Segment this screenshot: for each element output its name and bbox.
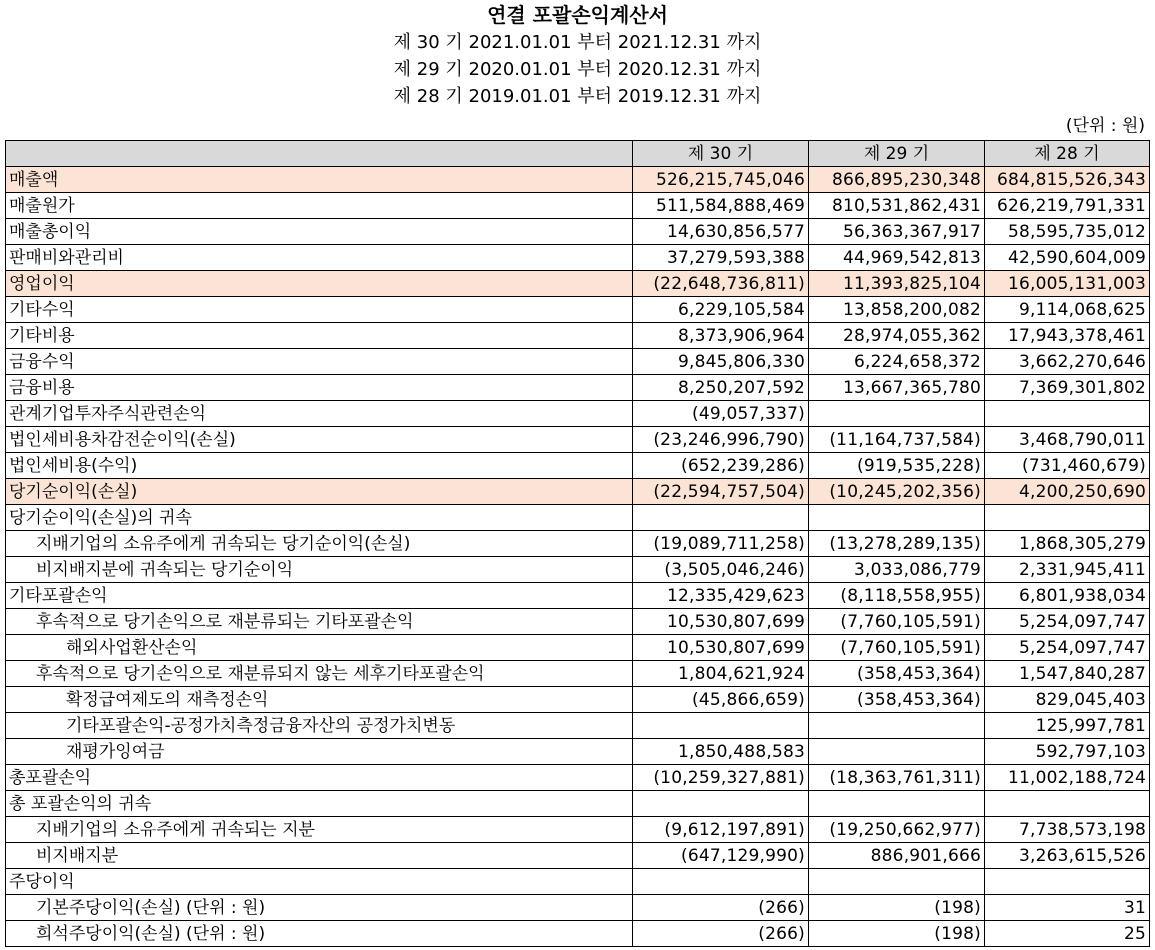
table-row (6, 765, 1150, 791)
row-label: 매출액 (6, 167, 633, 193)
cell-period-29 (809, 505, 985, 531)
row-label: 총 포괄손익의 귀속 (6, 791, 633, 817)
cell-period-28: 592,797,103 (985, 739, 1150, 765)
cell-period-29: (358,453,364) (809, 687, 985, 713)
cell-period-30: (652,239,286) (633, 453, 809, 479)
cell-period-28 (985, 869, 1150, 895)
table-row (6, 739, 1150, 765)
table-row (6, 193, 1150, 219)
cell-period-28: (731,460,679) (985, 453, 1150, 479)
table-row (6, 661, 1150, 687)
cell-period-29 (809, 869, 985, 895)
table-row (6, 531, 1150, 557)
row-label: 기타포괄손익-공정가치측정금융자산의 공정가치변동 (6, 713, 633, 739)
cell-period-30: (266) (633, 895, 809, 921)
header-period-30: 제 30 기 (633, 141, 809, 167)
cell-period-30: (45,866,659) (633, 687, 809, 713)
header-label-column (6, 141, 633, 167)
cell-period-30: 8,250,207,592 (633, 375, 809, 401)
table-row (6, 609, 1150, 635)
cell-period-29 (809, 739, 985, 765)
income-statement-table (5, 140, 1150, 947)
cell-period-29: (919,535,228) (809, 453, 985, 479)
row-label: 기타수익 (6, 297, 633, 323)
statement-title: 연결 포괄손익계산서 (487, 3, 668, 27)
row-label: 총포괄손익 (6, 765, 633, 791)
row-label: 재평가잉여금 (6, 739, 633, 765)
row-label: 매출총이익 (6, 219, 633, 245)
cell-period-29: 56,363,367,917 (809, 219, 985, 245)
table-row (6, 297, 1150, 323)
cell-period-28: 16,005,131,003 (985, 271, 1150, 297)
cell-period-30: 37,279,593,388 (633, 245, 809, 271)
cell-period-30 (633, 713, 809, 739)
cell-period-28: 6,801,938,034 (985, 583, 1150, 609)
cell-period-28: 17,943,378,461 (985, 323, 1150, 349)
period-line-29: 제 29 기 2020.01.01 부터 2020.12.31 까지 (393, 59, 762, 80)
cell-period-28: 684,815,526,343 (985, 167, 1150, 193)
table-row (6, 713, 1150, 739)
table-row (6, 817, 1150, 843)
cell-period-30: 14,630,856,577 (633, 219, 809, 245)
cell-period-28 (985, 791, 1150, 817)
cell-period-28: 4,200,250,690 (985, 479, 1150, 505)
cell-period-30: 6,229,105,584 (633, 297, 809, 323)
cell-period-28: 626,219,791,331 (985, 193, 1150, 219)
cell-period-29: (358,453,364) (809, 661, 985, 687)
cell-period-28: 3,263,615,526 (985, 843, 1150, 869)
row-label: 판매비와관리비 (6, 245, 633, 271)
row-label: 희석주당이익(손실) (단위 : 원) (6, 921, 633, 947)
row-label: 후속적으로 당기손익으로 재분류되지 않는 세후기타포괄손익 (6, 661, 633, 687)
cell-period-28: 7,369,301,802 (985, 375, 1150, 401)
cell-period-29: 44,969,542,813 (809, 245, 985, 271)
table-body (6, 167, 1150, 947)
cell-period-28: 11,002,188,724 (985, 765, 1150, 791)
table-row (6, 401, 1150, 427)
cell-period-29: 810,531,862,431 (809, 193, 985, 219)
row-label: 금융비용 (6, 375, 633, 401)
row-label: 지배기업의 소유주에게 귀속되는 지분 (6, 817, 633, 843)
cell-period-28 (985, 505, 1150, 531)
period-line-30: 제 30 기 2021.01.01 부터 2021.12.31 까지 (393, 32, 762, 53)
cell-period-28: 2,331,945,411 (985, 557, 1150, 583)
row-label: 기타포괄손익 (6, 583, 633, 609)
cell-period-28: 125,997,781 (985, 713, 1150, 739)
cell-period-29: 6,224,658,372 (809, 349, 985, 375)
cell-period-30: (22,648,736,811) (633, 271, 809, 297)
table-row (6, 245, 1150, 271)
cell-period-29 (809, 401, 985, 427)
cell-period-28 (985, 401, 1150, 427)
row-label: 당기순이익(손실) (6, 479, 633, 505)
cell-period-29: 866,895,230,348 (809, 167, 985, 193)
cell-period-29: (8,118,558,955) (809, 583, 985, 609)
table-row (6, 635, 1150, 661)
cell-period-28: 5,254,097,747 (985, 609, 1150, 635)
row-label: 금융수익 (6, 349, 633, 375)
row-label: 후속적으로 당기손익으로 재분류되는 기타포괄손익 (6, 609, 633, 635)
table-row (6, 375, 1150, 401)
row-label: 기본주당이익(손실) (단위 : 원) (6, 895, 633, 921)
cell-period-30: (19,089,711,258) (633, 531, 809, 557)
cell-period-28: 42,590,604,009 (985, 245, 1150, 271)
cell-period-30: (10,259,327,881) (633, 765, 809, 791)
table-row (6, 921, 1150, 947)
table-row (6, 505, 1150, 531)
unit-label: (단위 : 원) (1065, 116, 1145, 136)
cell-period-30: (22,594,757,504) (633, 479, 809, 505)
table-row (6, 895, 1150, 921)
cell-period-28: 25 (985, 921, 1150, 947)
table-row (6, 687, 1150, 713)
row-label: 비지배지분 (6, 843, 633, 869)
cell-period-30 (633, 505, 809, 531)
cell-period-28: 58,595,735,012 (985, 219, 1150, 245)
cell-period-29 (809, 713, 985, 739)
cell-period-30: 12,335,429,623 (633, 583, 809, 609)
row-label: 관계기업투자주식관련손익 (6, 401, 633, 427)
cell-period-30: 1,804,621,924 (633, 661, 809, 687)
row-label: 해외사업환산손익 (6, 635, 633, 661)
cell-period-28: 1,868,305,279 (985, 531, 1150, 557)
table-row (6, 453, 1150, 479)
row-label: 주당이익 (6, 869, 633, 895)
cell-period-29: (11,164,737,584) (809, 427, 985, 453)
cell-period-29: (19,250,662,977) (809, 817, 985, 843)
row-label: 당기순이익(손실)의 귀속 (6, 505, 633, 531)
row-label: 영업이익 (6, 271, 633, 297)
table-row (6, 271, 1150, 297)
header-period-28: 제 28 기 (985, 141, 1150, 167)
row-label: 확정급여제도의 재측정손익 (6, 687, 633, 713)
table-row (6, 557, 1150, 583)
table-row (6, 843, 1150, 869)
header-period-29: 제 29 기 (809, 141, 985, 167)
table-row (6, 167, 1150, 193)
cell-period-29: 886,901,666 (809, 843, 985, 869)
cell-period-29: 13,667,365,780 (809, 375, 985, 401)
cell-period-28: 31 (985, 895, 1150, 921)
cell-period-28: 9,114,068,625 (985, 297, 1150, 323)
table-header-row (6, 141, 1150, 167)
cell-period-30: 10,530,807,699 (633, 609, 809, 635)
cell-period-30: 511,584,888,469 (633, 193, 809, 219)
table-row (6, 427, 1150, 453)
cell-period-29: (7,760,105,591) (809, 635, 985, 661)
cell-period-28: 7,738,573,198 (985, 817, 1150, 843)
cell-period-30: 1,850,488,583 (633, 739, 809, 765)
cell-period-29: (13,278,289,135) (809, 531, 985, 557)
table-row (6, 583, 1150, 609)
cell-period-29: (198) (809, 921, 985, 947)
cell-period-30: (647,129,990) (633, 843, 809, 869)
row-label: 지배기업의 소유주에게 귀속되는 당기순이익(손실) (6, 531, 633, 557)
cell-period-29: 28,974,055,362 (809, 323, 985, 349)
cell-period-29 (809, 791, 985, 817)
cell-period-28: 829,045,403 (985, 687, 1150, 713)
cell-period-29: (7,760,105,591) (809, 609, 985, 635)
table-row (6, 479, 1150, 505)
row-label: 비지배지분에 귀속되는 당기순이익 (6, 557, 633, 583)
cell-period-30: (49,057,337) (633, 401, 809, 427)
cell-period-30: (9,612,197,891) (633, 817, 809, 843)
table-row (6, 791, 1150, 817)
period-line-28: 제 28 기 2019.01.01 부터 2019.12.31 까지 (393, 86, 762, 107)
cell-period-29: 13,858,200,082 (809, 297, 985, 323)
cell-period-28: 3,468,790,011 (985, 427, 1150, 453)
table-row (6, 219, 1150, 245)
row-label: 법인세비용(수익) (6, 453, 633, 479)
table-row (6, 323, 1150, 349)
row-label: 기타비용 (6, 323, 633, 349)
cell-period-30: (3,505,046,246) (633, 557, 809, 583)
cell-period-28: 5,254,097,747 (985, 635, 1150, 661)
row-label: 법인세비용차감전순이익(손실) (6, 427, 633, 453)
cell-period-29: 11,393,825,104 (809, 271, 985, 297)
table-row (6, 869, 1150, 895)
cell-period-29: (10,245,202,356) (809, 479, 985, 505)
cell-period-30: 526,215,745,046 (633, 167, 809, 193)
cell-period-29: 3,033,086,779 (809, 557, 985, 583)
cell-period-30: 9,845,806,330 (633, 349, 809, 375)
cell-period-30 (633, 791, 809, 817)
cell-period-30: 8,373,906,964 (633, 323, 809, 349)
row-label: 매출원가 (6, 193, 633, 219)
cell-period-28: 3,662,270,646 (985, 349, 1150, 375)
cell-period-28: 1,547,840,287 (985, 661, 1150, 687)
cell-period-30: 10,530,807,699 (633, 635, 809, 661)
cell-period-29: (18,363,761,311) (809, 765, 985, 791)
table-row (6, 349, 1150, 375)
cell-period-29: (198) (809, 895, 985, 921)
cell-period-30: (23,246,996,790) (633, 427, 809, 453)
cell-period-30 (633, 869, 809, 895)
cell-period-30: (266) (633, 921, 809, 947)
